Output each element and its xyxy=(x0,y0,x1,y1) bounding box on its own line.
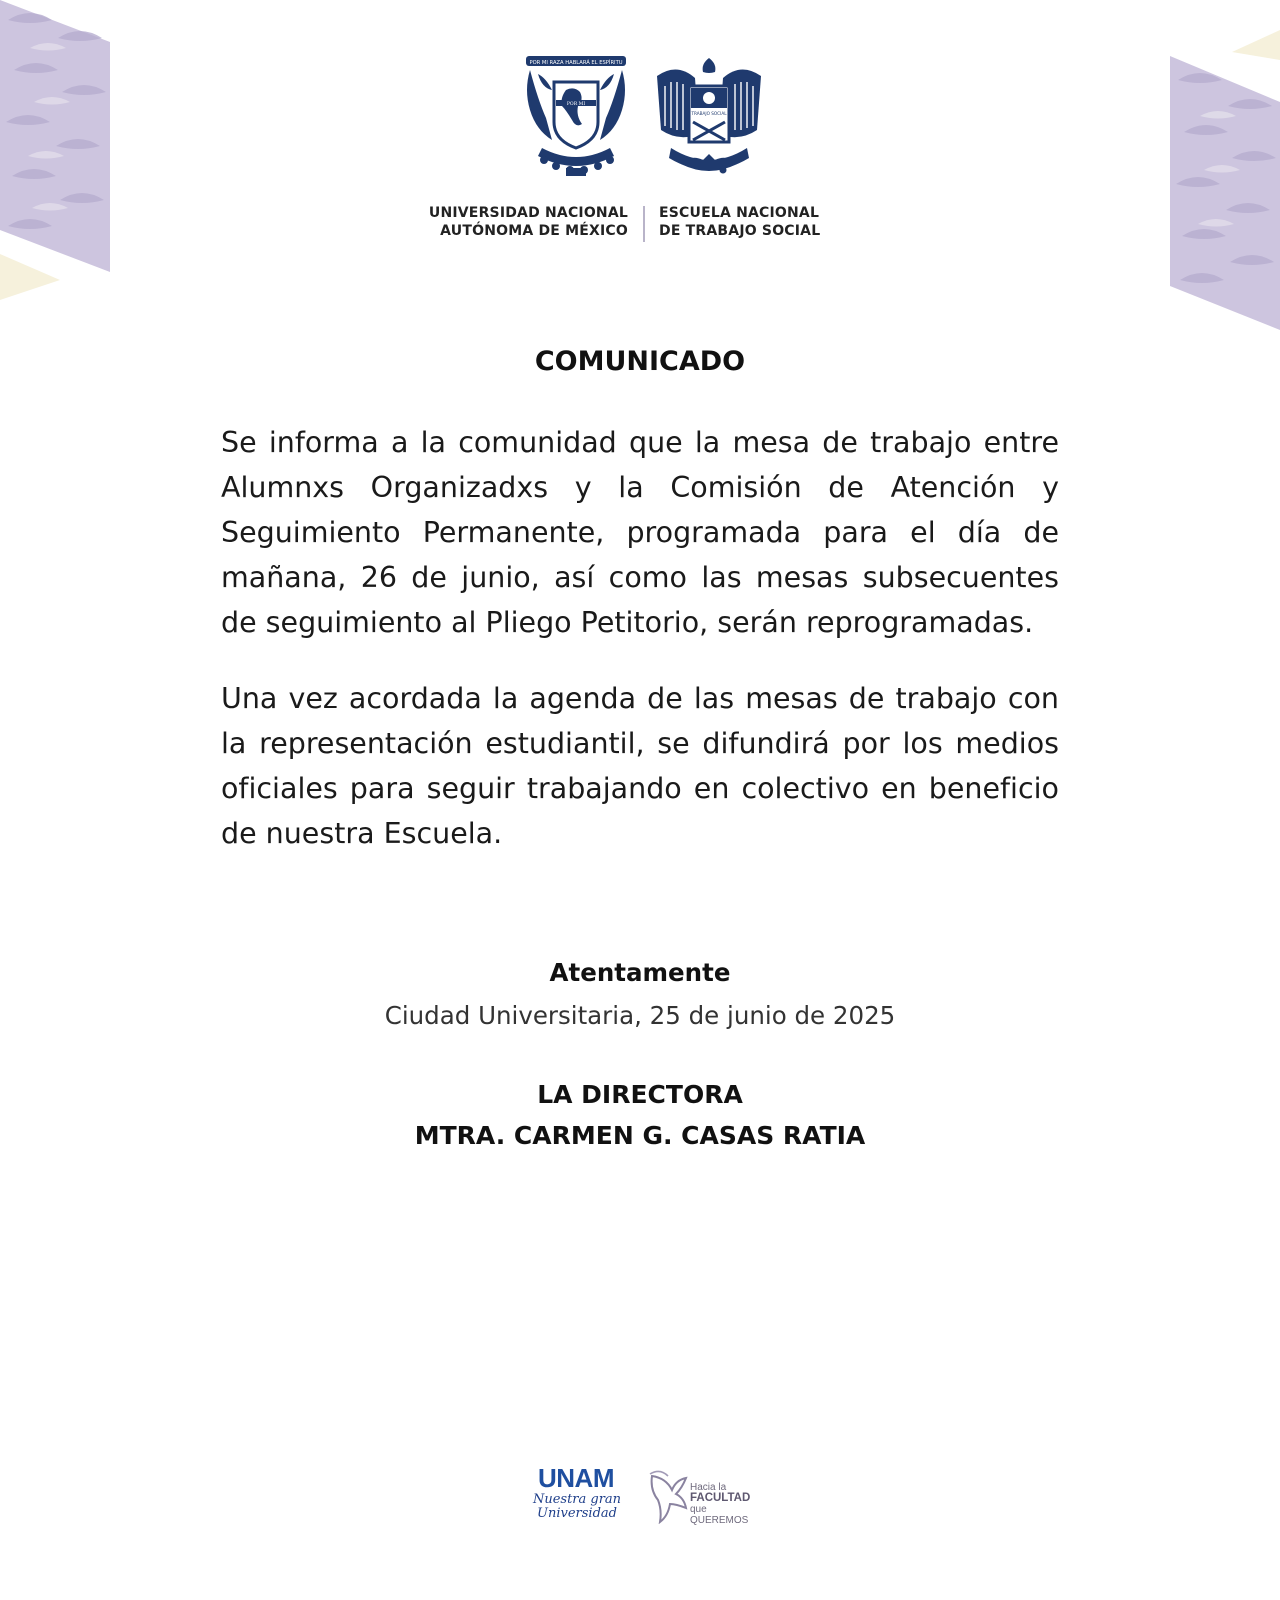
header-logos xyxy=(0,50,1280,185)
signer-role: LA DIRECTORA xyxy=(537,1080,743,1109)
closing-salutation: Atentamente xyxy=(549,958,731,987)
paragraph-2: Una vez acordada la agenda de las mesas de trabajo con la representación estudiantil, se difundirá por los medios oficiales para seguir trabajando en colectivo en beneficio de nuestra Escuela. xyxy=(221,682,1059,850)
document-title: COMUNICADO xyxy=(534,346,746,377)
unam-wordmark: UNAM xyxy=(538,1463,614,1493)
unam-footer-logo xyxy=(528,1463,624,1525)
faculty-footer-logo xyxy=(648,1466,758,1524)
unam-tagline: Nuestra gran Universidad xyxy=(532,1492,622,1521)
faculty-slogan: Hacia la FACULTAD que QUEREMOS xyxy=(690,1482,751,1526)
unam-name: UNIVERSIDAD NACIONAL AUTÓNOMA DE MÉXICO xyxy=(428,205,628,239)
unam-seal-logo xyxy=(520,52,632,180)
school-name: ESCUELA NACIONAL DE TRABAJO SOCIAL xyxy=(659,205,821,239)
ents-seal-logo xyxy=(651,52,767,180)
unam-seal-motto: POR MI RAZA HABLARÁ EL ESPÍRITU xyxy=(529,60,623,66)
signer-name: MTRA. CARMEN G. CASAS RATIA xyxy=(414,1121,866,1150)
place-date: Ciudad Universitaria, 25 de junio de 2025 xyxy=(384,1001,896,1030)
hummingbird-icon xyxy=(648,1466,694,1524)
header-divider xyxy=(643,206,645,242)
svg-text:POR MI: POR MI xyxy=(566,102,586,107)
ents-seal-label: TRABAJO SOCIAL xyxy=(691,111,727,116)
institution-names xyxy=(0,204,1280,244)
paragraph-1: Se informa a la comunidad que la mesa de trabajo entre Alumnxs Organizadxs y la Comisión de Atención y Seguimiento Permanente, programada para el día de mañana, 26 de junio, así como las mesas subsecuentes de seguimiento al Pliego Petitorio, serán reprogramadas. xyxy=(221,426,1059,639)
